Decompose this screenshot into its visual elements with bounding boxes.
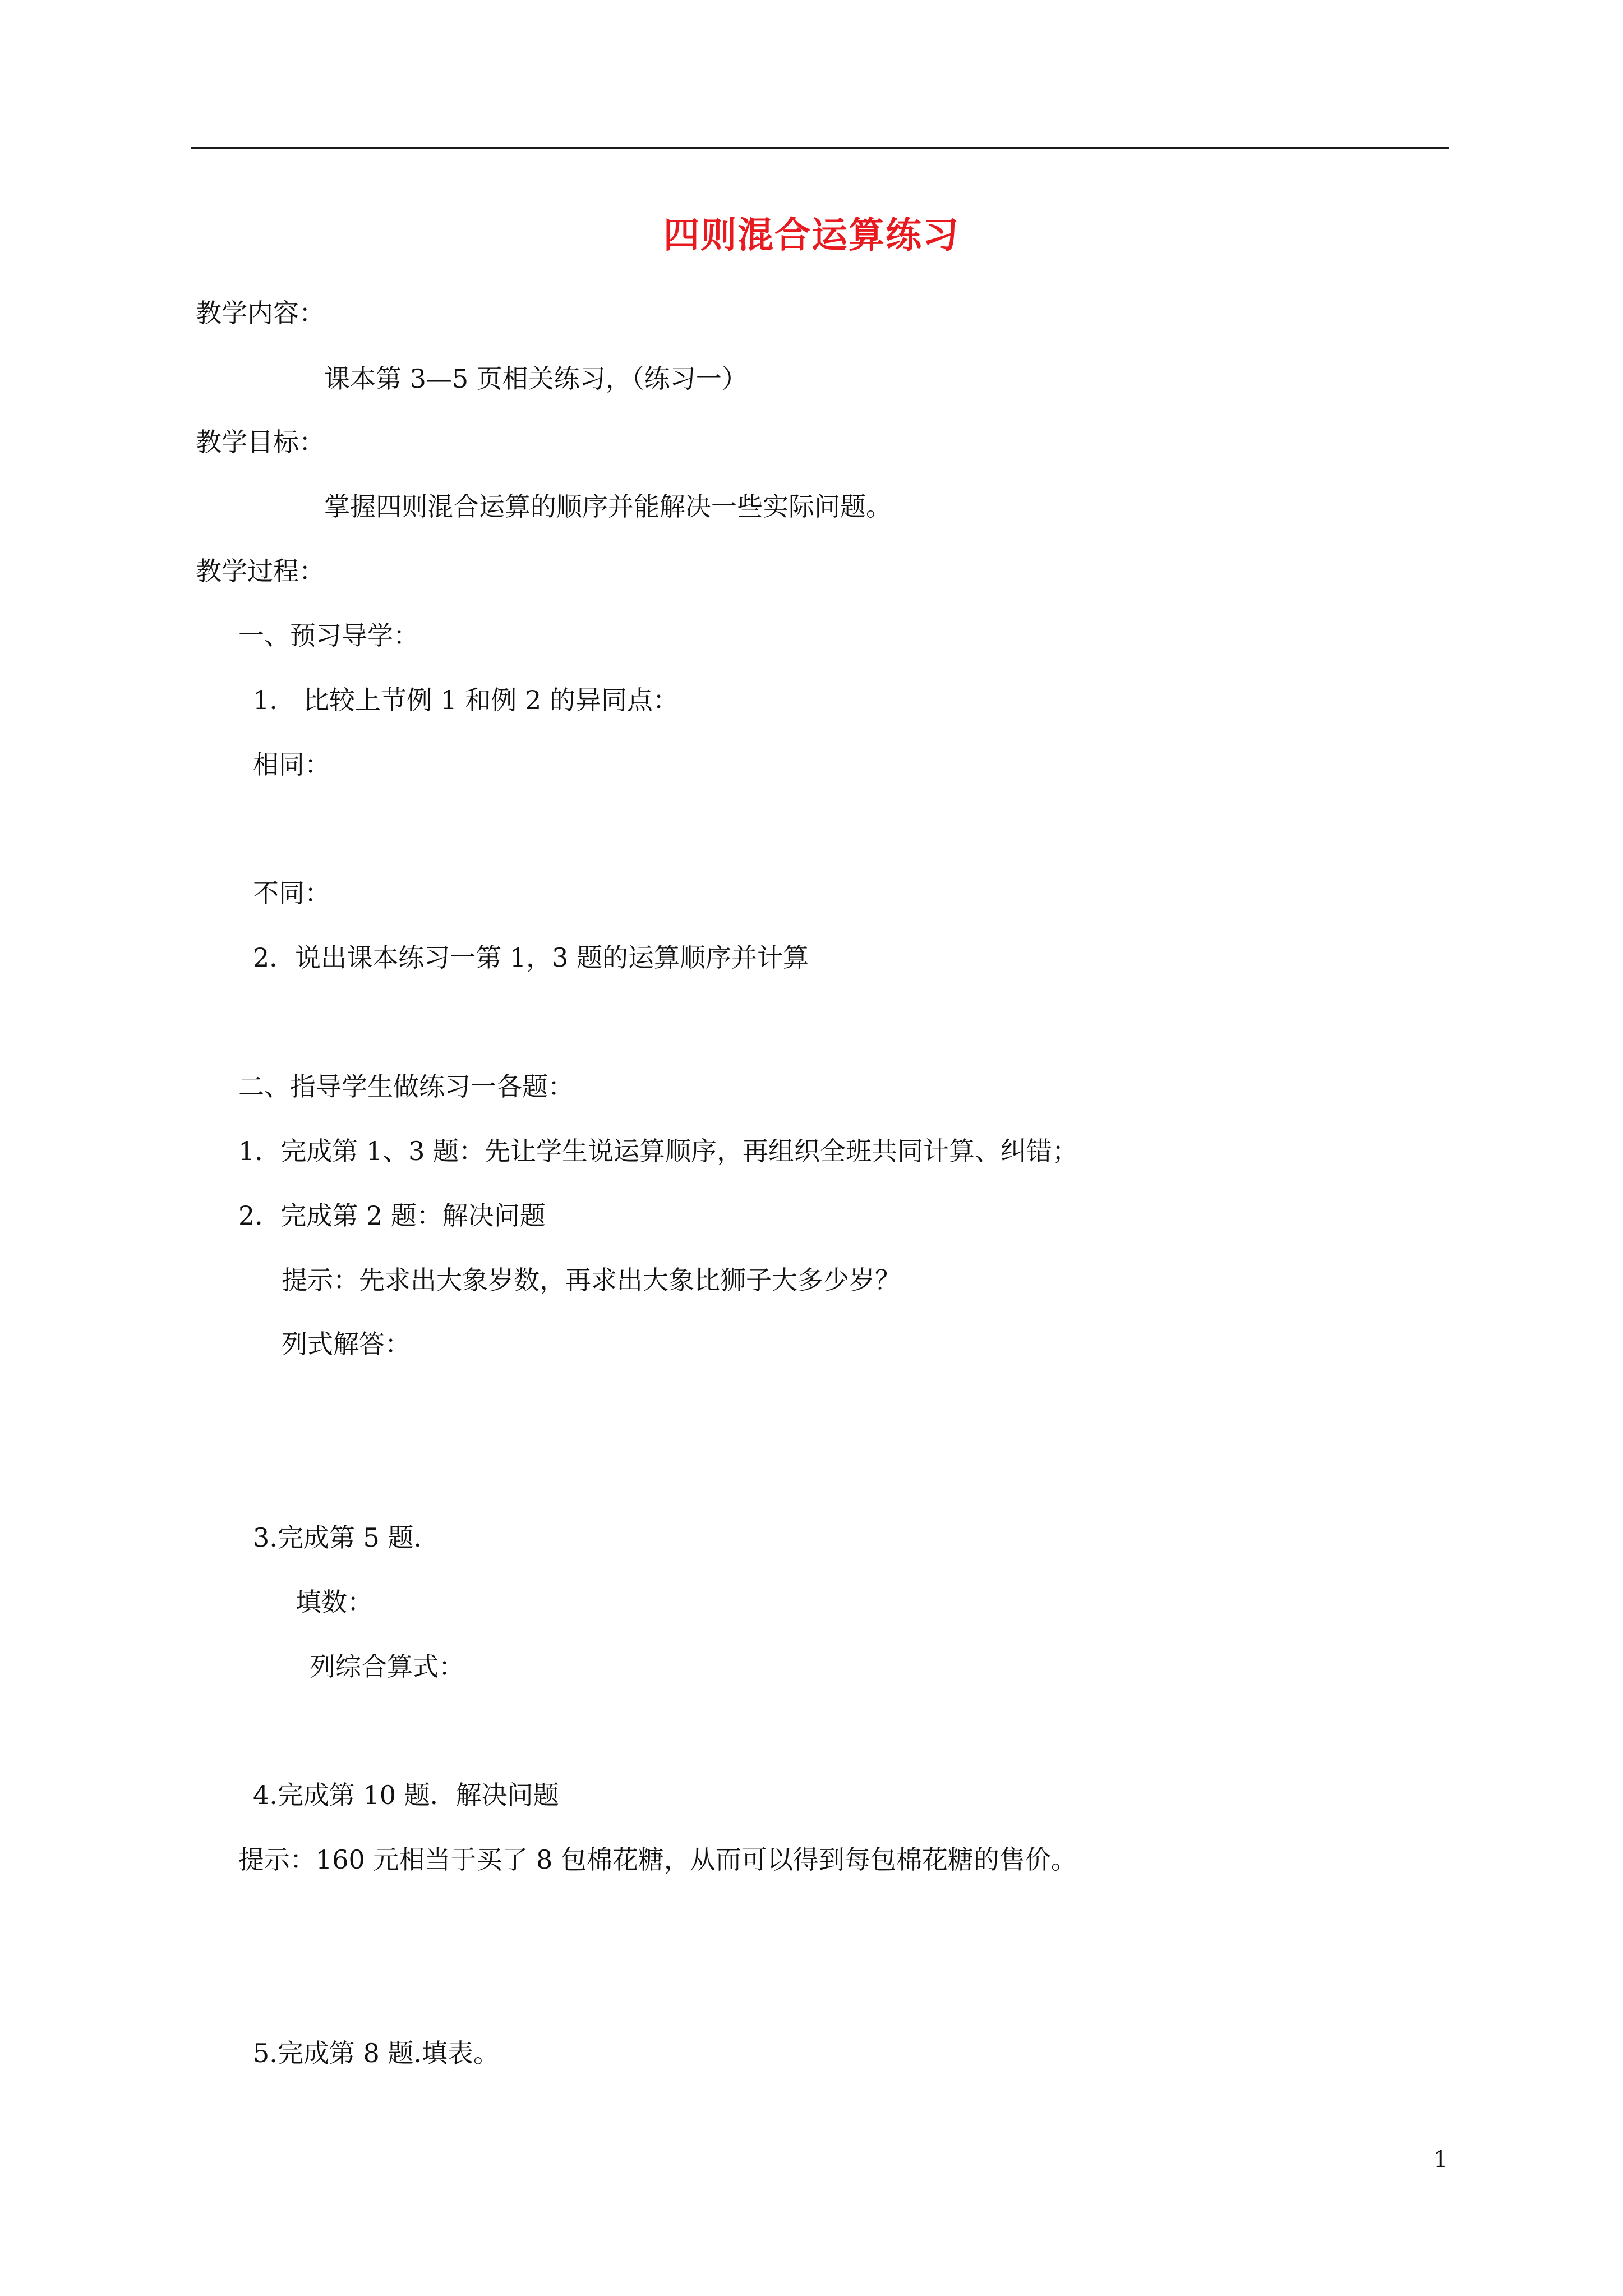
teaching-content-heading: 教学内容： (196, 298, 325, 328)
exercise-4: 4.完成第 10 题．解决问题 (253, 1780, 559, 1810)
exercise-1: 1．完成第 1、3 题：先让学生说运算顺序，再组织全班共同计算、纠错； (238, 1136, 1078, 1166)
teaching-goal-text: 掌握四则混合运算的顺序并能解决一些实际问题。 (324, 491, 892, 522)
teaching-content-text: 课本第 3—5 页相关练习，（练习一） (324, 364, 748, 394)
exercise-3-fill-label: 填数： (296, 1587, 373, 1617)
section-two-heading: 二、指导学生做练习一各题： (238, 1071, 574, 1102)
teaching-goal-heading: 教学目标： (196, 427, 325, 457)
item-2-order: 2．说出课本练习一第 1，3 题的运算顺序并计算 (253, 942, 809, 973)
section-one-heading: 一、预习导学： (238, 620, 419, 651)
exercise-3-formula-label: 列综合算式： (310, 1651, 464, 1682)
label-same: 相同： (253, 749, 330, 780)
page-number: 1 (1433, 2147, 1448, 2173)
exercise-5: 5.完成第 8 题.填表。 (253, 2038, 500, 2068)
header-rule (191, 147, 1449, 149)
document-title: 四则混合运算练习 (663, 215, 960, 256)
teaching-process-heading: 教学过程： (196, 556, 325, 586)
label-different: 不同： (253, 878, 330, 908)
item-1-compare: 1. 比较上节例 1 和例 2 的异同点： (253, 685, 679, 715)
exercise-3: 3.完成第 5 题. (253, 1522, 422, 1553)
exercise-2: 2．完成第 2 题：解决问题 (238, 1200, 546, 1231)
exercise-2-answer-label: 列式解答： (282, 1329, 411, 1359)
exercise-2-hint: 提示：先求出大象岁数，再求出大象比狮子大多少岁？ (282, 1265, 901, 1295)
exercise-4-hint: 提示：160 元相当于买了 8 包棉花糖，从而可以得到每包棉花糖的售价。 (238, 1844, 1077, 1875)
